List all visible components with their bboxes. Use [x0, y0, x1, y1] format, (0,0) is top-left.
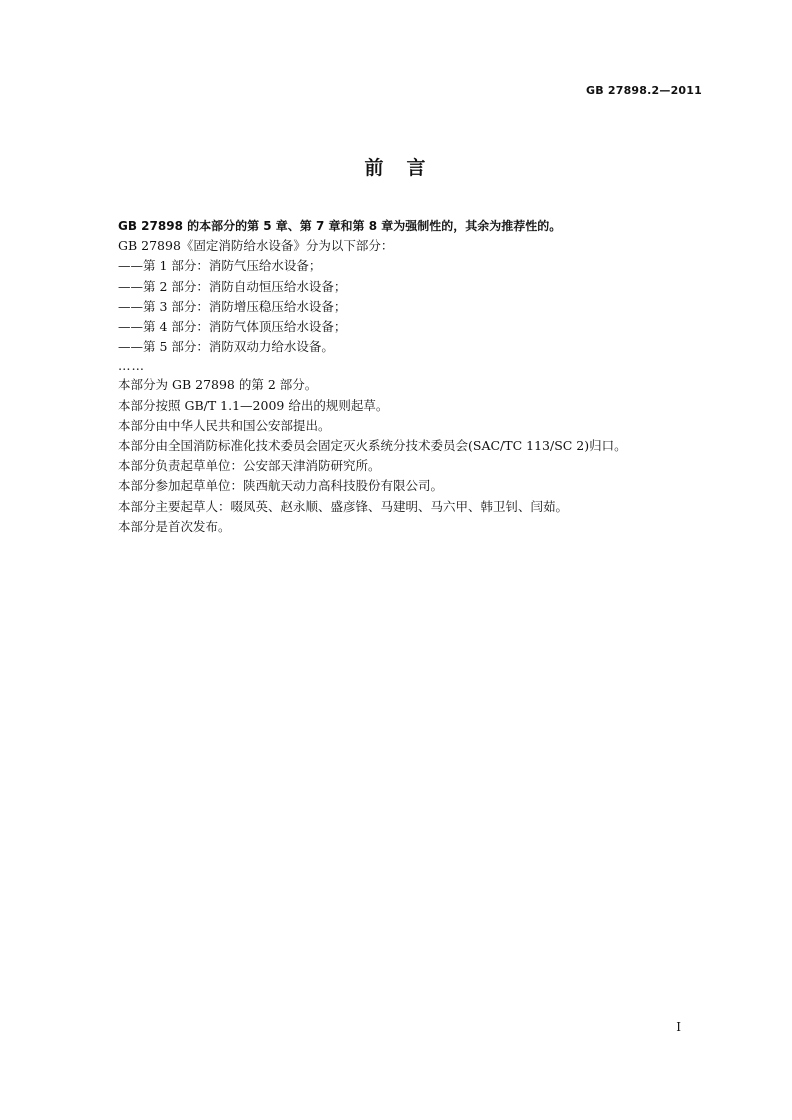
standard-code: GB 27898.2—2011 [586, 84, 702, 97]
part-statement: 本部分为 GB 27898 的第 2 部分。 [118, 377, 318, 393]
part-list-item: ——第 3 部分：消防增压稳压给水设备； [118, 298, 347, 314]
part-list-item: ——第 5 部分：消防双动力给水设备。 [118, 339, 334, 355]
part-list-item: ——第 4 部分：消防气体顶压给水设备； [118, 319, 347, 335]
part-list-ellipsis: …… [118, 358, 145, 374]
main-drafters: 本部分主要起草人：啜凤英、赵永顺、盛彦锋、马建明、马六甲、韩卫钊、闫茹。 [118, 498, 569, 514]
part-list-item: ——第 2 部分：消防自动恒压给水设备； [118, 278, 347, 294]
first-release-statement: 本部分是首次发布。 [118, 518, 231, 534]
drafting-rules-statement: 本部分按照 GB/T 1.1—2009 给出的规则起草。 [118, 397, 389, 413]
lead-drafting-unit: 本部分负责起草单位：公安部天津消防研究所。 [118, 458, 381, 474]
parts-intro: GB 27898《固定消防给水设备》分为以下部分： [118, 238, 394, 254]
preface-body [118, 216, 718, 537]
technical-committee-statement: 本部分由全国消防标准化技术委员会固定灭火系统分技术委员会(SAC/TC 113/SC 2)归口。 [118, 438, 627, 454]
mandatory-clause-statement: GB 27898 的本部分的第 5 章、第 7 章和第 8 章为强制性的，其余为推荐性的。 [118, 219, 562, 233]
page-title: 前 言 [364, 157, 428, 179]
page-number: I [676, 1020, 681, 1034]
proposer-statement: 本部分由中华人民共和国公安部提出。 [118, 417, 331, 433]
part-list-item: ——第 1 部分：消防气压给水设备； [118, 258, 322, 274]
participating-drafting-unit: 本部分参加起草单位：陕西航天动力高科技股份有限公司。 [118, 478, 444, 494]
